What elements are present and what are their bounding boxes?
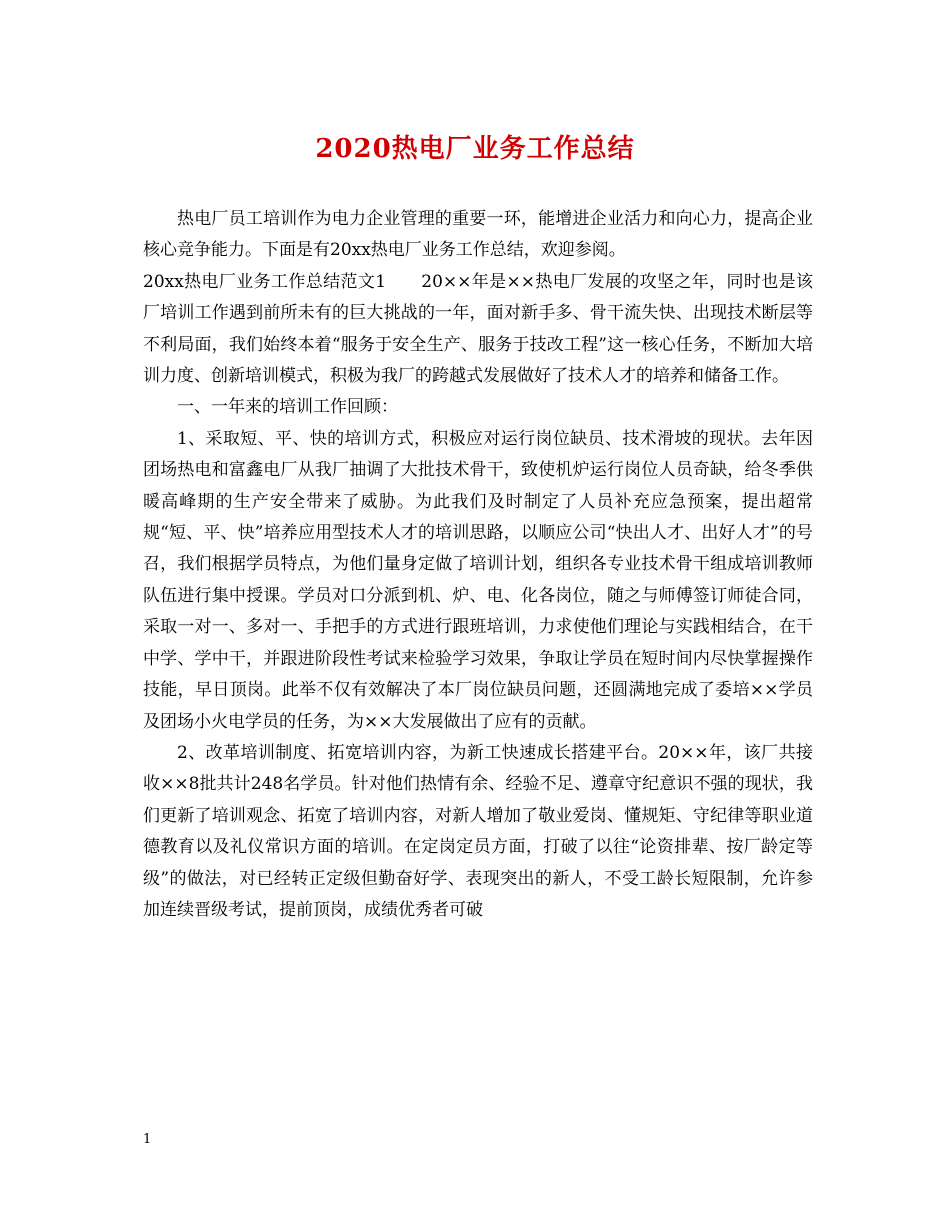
document-body [143,204,813,926]
paragraph-item-1: 1、采取短、平、快的培训方式，积极应对运行岗位缺员、技术滑坡的现状。去年因团场热电和富鑫电厂从我厂抽调了大批技术骨干，致使机炉运行岗位人员奇缺，给冬季供暖高峰期的生产安全带来了威胁。为此我们及时制定了人员补充应急预案，提出超常规“短、平、快”培养应用型技术人才的培训思路，以顺应公司“快出人才、出好人才”的号召，我们根据学员特点，为他们量身定做了培训计划，组织各专业技术骨干组成培训教师队伍进行集中授课。学员对口分派到机、炉、电、化各岗位，随之与师傅签订师徒合同，采取一对一、多对一、手把手的方式进行跟班培训，力求使他们理论与实践相结合，在干中学、学中干，并跟进阶段性考试来检验学习效果，争取让学员在短时间内尽快掌握操作技能，早日顶岗。此举不仅有效解决了本厂岗位缺员问题，还圆满地完成了委培××学员及团场小火电学员的任务，为××大发展做出了应有的贡献。 [143,428,813,732]
section-heading: 一、一年来的培训工作回顾： [177,397,398,418]
paragraph-sample-heading: 20xx热电厂业务工作总结范文1 20××年是××热电厂发展的攻坚之年，同时也是该厂培训工作遇到前所未有的巨大挑战的一年，面对新手多、骨干流失快、出现技术断层等不利局面，我们始终本着“服务于安全生产、服务于技改工程”这一核心任务，不断加大培训力度、创新培训模式，积极为我厂的跨越式发展做好了技术人才的培养和储备工作。 [143,271,813,387]
paragraph-item-2: 2、改革培训制度、拓宽培训内容，为新工快速成长搭建平台。20××年，该厂共接收××8批共计248名学员。针对他们热情有余、经验不足、遵章守纪意识不强的现状，我们更新了培训观念、拓宽了培训内容，对新人增加了敬业爱岗、懂规矩、守纪律等职业道德教育以及礼仪常识方面的培训。在定岗定员方面，打破了以往“论资排辈、按厂龄定等级”的做法，对已经转正定级但勤奋好学、表现突出的新人，不受工龄长短限制，允许参加连续晋级考试，提前顶岗，成绩优秀者可破 [143,742,813,920]
paragraph-intro: 热电厂员工培训作为电力企业管理的重要一环，能增进企业活力和向心力，提高企业核心竞争能力。下面是有20xx热电厂业务工作总结，欢迎参阅。 [143,209,813,261]
page-number: 1 [143,1132,152,1147]
document-title: 2020热电厂业务工作总结 [315,134,635,164]
